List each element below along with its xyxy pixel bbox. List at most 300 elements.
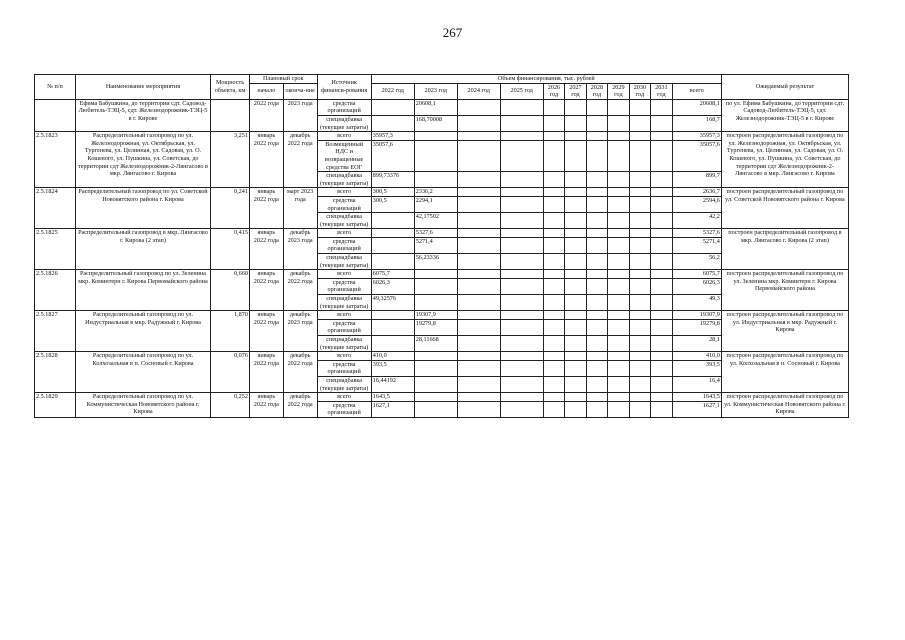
value-empty xyxy=(629,140,650,171)
value-2023 xyxy=(414,393,457,402)
value-empty xyxy=(651,132,672,141)
row-result: построен распределительный газопровод по ул. Индустриальная в мкр. Радужный г. Кирова xyxy=(721,311,848,352)
row-source: всего xyxy=(317,352,371,361)
value-2023: 20608,1 xyxy=(414,99,457,115)
value-empty xyxy=(500,254,543,270)
row-num: 2.5.1827 xyxy=(35,311,76,352)
row-source: всего xyxy=(317,229,371,238)
value-2023: 28,11668 xyxy=(414,336,457,352)
value-2023: 5271,4 xyxy=(414,237,457,253)
row-capacity: 0,660 xyxy=(211,270,250,311)
row-result: построен распределительный газопровод по ул. Колхозальная в п. Сосновый г. Кирова xyxy=(721,352,848,393)
value-empty xyxy=(608,401,629,417)
value-empty xyxy=(651,270,672,279)
row-end: декабрь 2022 года xyxy=(283,393,317,418)
value-empty xyxy=(565,99,586,115)
row-start: январь 2022 года xyxy=(249,311,283,352)
row-name: Распределительный газопровод в мкр. Лянгасово г. Кирова (2 этап) xyxy=(75,229,210,270)
header-year: 2026 год xyxy=(543,83,564,99)
value-empty xyxy=(586,172,607,188)
table-row xyxy=(35,311,849,320)
row-result: по ул. Ефима Бабушкина, до территории сдт. Садовод-Любитель-ТЭЦ-5, сдт. Железнодорожник-ТЭЦ-5 в г. Кирове xyxy=(721,99,848,131)
row-end: декабрь 2022 года xyxy=(283,132,317,188)
row-source: средства организаций xyxy=(317,278,371,294)
row-num: 2.5.1825 xyxy=(35,229,76,270)
value-empty xyxy=(608,196,629,212)
row-end: март 2023 года xyxy=(283,188,317,229)
row-result: построен распределительный газопровод по ул. Зеленина мкр. Коминтерн г. Кирова Первомайского района xyxy=(721,270,848,311)
value-empty xyxy=(565,188,586,197)
value-empty xyxy=(586,319,607,335)
value-empty xyxy=(543,196,564,212)
row-end: декабрь 2022 года xyxy=(283,270,317,311)
value-empty xyxy=(457,237,500,253)
value-empty xyxy=(651,140,672,171)
row-num: 2.5.1824 xyxy=(35,188,76,229)
value-2022: 16,44192 xyxy=(371,376,414,392)
value-empty xyxy=(651,336,672,352)
row-start: январь 2022 года xyxy=(249,270,283,311)
value-empty xyxy=(457,360,500,376)
value-total: 168,7 xyxy=(672,115,721,131)
value-empty xyxy=(543,295,564,311)
value-empty xyxy=(565,295,586,311)
value-empty xyxy=(457,115,500,131)
row-source: спецнадбавка (текущие затраты) xyxy=(317,295,371,311)
value-2022 xyxy=(371,336,414,352)
value-empty xyxy=(629,254,650,270)
value-empty xyxy=(651,213,672,229)
row-name: Распределительный газопровод по ул. Коммунистическая Нововятского района г. Кирова xyxy=(75,393,210,418)
header-year: 2030 год xyxy=(629,83,650,99)
value-empty xyxy=(586,278,607,294)
header-year: 2027 год xyxy=(565,83,586,99)
value-2022: 300,5 xyxy=(371,188,414,197)
value-empty xyxy=(586,115,607,131)
table-row xyxy=(35,393,849,402)
value-total: 1627,1 xyxy=(672,401,721,417)
row-name: Распределительный газопровод по ул. Зеленина мкр. Коминтерн г. Кирова Первомайского района xyxy=(75,270,210,311)
value-2023 xyxy=(414,352,457,361)
value-empty xyxy=(629,319,650,335)
value-empty xyxy=(651,311,672,320)
header-start: начало xyxy=(249,83,283,99)
value-empty xyxy=(457,196,500,212)
value-total: 5271,4 xyxy=(672,237,721,253)
value-empty xyxy=(543,360,564,376)
value-empty xyxy=(565,140,586,171)
row-start: январь 2022 года xyxy=(249,188,283,229)
value-2022: 35957,3 xyxy=(371,132,414,141)
value-2022: 49,32576 xyxy=(371,295,414,311)
value-empty xyxy=(457,229,500,238)
value-empty xyxy=(586,352,607,361)
value-empty xyxy=(457,254,500,270)
value-empty xyxy=(457,319,500,335)
value-empty xyxy=(608,140,629,171)
value-empty xyxy=(629,270,650,279)
value-empty xyxy=(500,188,543,197)
header-capacity: Мощность объекта, км xyxy=(211,75,250,100)
row-source: средства организаций xyxy=(317,196,371,212)
value-empty xyxy=(500,140,543,171)
header-year: 2024 год xyxy=(457,83,500,99)
value-empty xyxy=(500,132,543,141)
value-empty xyxy=(543,376,564,392)
value-empty xyxy=(543,319,564,335)
row-capacity: 1,870 xyxy=(211,311,250,352)
value-empty xyxy=(457,352,500,361)
value-empty xyxy=(543,401,564,417)
value-2022: 410,0 xyxy=(371,352,414,361)
value-empty xyxy=(457,270,500,279)
row-name: Распределительный газопровод по ул. Индустриальная в мкр. Радужный г. Кирова xyxy=(75,311,210,352)
value-2022 xyxy=(371,319,414,335)
table-row xyxy=(35,352,849,361)
value-total: 35057,6 xyxy=(672,140,721,171)
value-empty xyxy=(586,311,607,320)
table-row xyxy=(35,270,849,279)
value-empty xyxy=(651,115,672,131)
value-empty xyxy=(500,393,543,402)
value-empty xyxy=(629,196,650,212)
value-empty xyxy=(629,352,650,361)
value-2023: 2336,2 xyxy=(414,188,457,197)
value-empty xyxy=(651,229,672,238)
value-empty xyxy=(543,229,564,238)
value-empty xyxy=(608,254,629,270)
value-total: 49,3 xyxy=(672,295,721,311)
value-empty xyxy=(565,352,586,361)
value-empty xyxy=(565,172,586,188)
value-2022: 6075,7 xyxy=(371,270,414,279)
value-total: 28,1 xyxy=(672,336,721,352)
table-row xyxy=(35,132,849,141)
value-2022 xyxy=(371,115,414,131)
value-empty xyxy=(608,360,629,376)
row-source: всего xyxy=(317,311,371,320)
value-empty xyxy=(629,376,650,392)
value-empty xyxy=(500,360,543,376)
value-total: 5327,6 xyxy=(672,229,721,238)
row-source: всего xyxy=(317,132,371,141)
page-number: 267 xyxy=(442,25,463,40)
value-empty xyxy=(629,278,650,294)
header-period: Плановый срок xyxy=(249,75,317,84)
value-empty xyxy=(586,401,607,417)
table-row xyxy=(35,188,849,197)
row-end: декабрь 2023 года xyxy=(283,229,317,270)
value-empty xyxy=(608,352,629,361)
value-2022: 1627,1 xyxy=(371,401,414,417)
value-empty xyxy=(608,295,629,311)
value-empty xyxy=(565,376,586,392)
value-empty xyxy=(608,278,629,294)
value-empty xyxy=(629,188,650,197)
value-empty xyxy=(500,336,543,352)
value-2023: 5327,6 xyxy=(414,229,457,238)
value-empty xyxy=(565,278,586,294)
value-empty xyxy=(500,172,543,188)
header-year: всего xyxy=(672,83,721,99)
value-empty xyxy=(565,213,586,229)
value-2023: 19279,8 xyxy=(414,319,457,335)
value-empty xyxy=(543,99,564,115)
row-start: январь 2022 года xyxy=(249,352,283,393)
value-empty xyxy=(543,140,564,171)
value-empty xyxy=(500,270,543,279)
header-year: 2029 год xyxy=(608,83,629,99)
row-name: Распределительный газопровод по ул. Колхозальная в п. Сосновый г. Кирова xyxy=(75,352,210,393)
value-2023: 19307,9 xyxy=(414,311,457,320)
value-total: 410,0 xyxy=(672,352,721,361)
value-empty xyxy=(543,188,564,197)
financing-table xyxy=(34,74,849,418)
row-source: всего xyxy=(317,393,371,402)
header-year: 2022 год xyxy=(371,83,414,99)
value-empty xyxy=(543,352,564,361)
value-total: 20608,1 xyxy=(672,99,721,115)
value-2023: 56,23336 xyxy=(414,254,457,270)
value-empty xyxy=(457,172,500,188)
value-empty xyxy=(565,196,586,212)
value-empty xyxy=(565,132,586,141)
value-empty xyxy=(651,188,672,197)
value-empty xyxy=(651,278,672,294)
value-empty xyxy=(457,140,500,171)
value-empty xyxy=(500,376,543,392)
value-2023 xyxy=(414,132,457,141)
value-empty xyxy=(586,360,607,376)
row-end: декабрь 2022 года xyxy=(283,352,317,393)
value-empty xyxy=(586,336,607,352)
value-empty xyxy=(651,376,672,392)
value-empty xyxy=(500,237,543,253)
value-empty xyxy=(629,99,650,115)
value-empty xyxy=(565,237,586,253)
value-empty xyxy=(565,311,586,320)
value-empty xyxy=(500,311,543,320)
value-empty xyxy=(586,393,607,402)
value-empty xyxy=(629,360,650,376)
value-2022: 899,73376 xyxy=(371,172,414,188)
row-num: 2.5.1828 xyxy=(35,352,76,393)
value-empty xyxy=(457,132,500,141)
value-2022 xyxy=(371,213,414,229)
header-volume: Объем финансирования, тыс. рублей xyxy=(371,75,721,84)
row-result: построен распределительный газопровод по ул. Коммунистическая Нововятского района г. Кирова xyxy=(721,393,848,418)
row-source: средства организаций xyxy=(317,401,371,417)
value-empty xyxy=(608,188,629,197)
row-capacity: 0,252 xyxy=(211,393,250,418)
value-empty xyxy=(586,376,607,392)
value-total: 1643,5 xyxy=(672,393,721,402)
value-empty xyxy=(651,360,672,376)
value-empty xyxy=(500,99,543,115)
value-empty xyxy=(586,132,607,141)
value-2022: 300,5 xyxy=(371,196,414,212)
value-total: 6075,7 xyxy=(672,270,721,279)
value-empty xyxy=(586,254,607,270)
value-empty xyxy=(457,376,500,392)
row-source: всего xyxy=(317,270,371,279)
row-start: 2022 года xyxy=(249,99,283,131)
value-empty xyxy=(543,132,564,141)
value-empty xyxy=(500,319,543,335)
value-empty xyxy=(500,352,543,361)
value-empty xyxy=(586,99,607,115)
value-2023 xyxy=(414,270,457,279)
value-empty xyxy=(543,278,564,294)
value-empty xyxy=(586,237,607,253)
row-start: январь 2022 года xyxy=(249,229,283,270)
value-empty xyxy=(608,336,629,352)
value-empty xyxy=(586,270,607,279)
row-num xyxy=(35,99,76,131)
value-2022: 35057,6 xyxy=(371,140,414,171)
value-empty xyxy=(651,172,672,188)
value-empty xyxy=(629,132,650,141)
value-empty xyxy=(608,311,629,320)
row-source: спецнадбавка (текущие затраты) xyxy=(317,336,371,352)
value-empty xyxy=(500,278,543,294)
row-start: январь 2022 года xyxy=(249,393,283,418)
value-empty xyxy=(586,188,607,197)
value-2023: 42,17502 xyxy=(414,213,457,229)
value-empty xyxy=(565,360,586,376)
value-empty xyxy=(457,295,500,311)
row-source: средства организаций xyxy=(317,319,371,335)
value-empty xyxy=(543,270,564,279)
row-source: спецнадбавка (текущие затраты) xyxy=(317,172,371,188)
value-2023 xyxy=(414,401,457,417)
value-empty xyxy=(457,99,500,115)
row-result: построен распределительный газопровод по ул. Советской Нововятского района г. Кирова xyxy=(721,188,848,229)
value-total: 19279,8 xyxy=(672,319,721,335)
table-row xyxy=(35,229,849,238)
header-name: Наименование мероприятия xyxy=(75,75,210,100)
value-empty xyxy=(565,393,586,402)
row-source: спецнадбавка (текущие затраты) xyxy=(317,213,371,229)
row-source: всего xyxy=(317,188,371,197)
value-empty xyxy=(651,393,672,402)
value-2022 xyxy=(371,237,414,253)
value-empty xyxy=(608,237,629,253)
value-empty xyxy=(608,376,629,392)
row-capacity: 0,076 xyxy=(211,352,250,393)
row-source: спецнадбавка (текущие затраты) xyxy=(317,115,371,131)
value-empty xyxy=(651,196,672,212)
value-empty xyxy=(629,115,650,131)
value-empty xyxy=(629,295,650,311)
value-total: 16,4 xyxy=(672,376,721,392)
value-empty xyxy=(608,270,629,279)
row-source: средства организаций xyxy=(317,99,371,115)
value-2023 xyxy=(414,140,457,171)
row-capacity: 0,415 xyxy=(211,229,250,270)
row-source: Возмещенный НДС и возвращенные средства ЕОГ xyxy=(317,140,371,171)
row-end: 2023 года xyxy=(283,99,317,131)
row-source: спецнадбавка (текущие затраты) xyxy=(317,254,371,270)
value-empty xyxy=(500,213,543,229)
value-empty xyxy=(543,237,564,253)
value-empty xyxy=(651,254,672,270)
value-empty xyxy=(608,393,629,402)
row-source: спецнадбавка (текущие затраты) xyxy=(317,376,371,392)
row-num: 2.5.1829 xyxy=(35,393,76,418)
header-result: Ожидаемый результат xyxy=(721,75,848,100)
value-total: 393,5 xyxy=(672,360,721,376)
row-num: 2.5.1826 xyxy=(35,270,76,311)
value-2023 xyxy=(414,360,457,376)
value-total: 6026,3 xyxy=(672,278,721,294)
value-empty xyxy=(500,295,543,311)
value-empty xyxy=(586,229,607,238)
value-empty xyxy=(565,229,586,238)
row-capacity: 0,241 xyxy=(211,188,250,229)
header-year: 2031 год xyxy=(651,83,672,99)
row-source: средства организаций xyxy=(317,360,371,376)
value-empty xyxy=(565,336,586,352)
value-total: 899,7 xyxy=(672,172,721,188)
value-empty xyxy=(457,311,500,320)
value-2022 xyxy=(371,229,414,238)
value-empty xyxy=(586,140,607,171)
value-empty xyxy=(543,254,564,270)
value-2023: 2294,1 xyxy=(414,196,457,212)
value-empty xyxy=(565,319,586,335)
value-2023 xyxy=(414,376,457,392)
value-empty xyxy=(565,401,586,417)
value-empty xyxy=(565,270,586,279)
value-2022 xyxy=(371,254,414,270)
row-result: построен распределительный газопровод в мкр. Лянгасово г. Кирова (2 этап) xyxy=(721,229,848,270)
value-empty xyxy=(629,393,650,402)
header-source: Источник финанси-рования xyxy=(317,75,371,100)
value-empty xyxy=(543,172,564,188)
value-empty xyxy=(457,401,500,417)
value-empty xyxy=(543,213,564,229)
value-2022 xyxy=(371,99,414,115)
value-2023 xyxy=(414,278,457,294)
value-empty xyxy=(608,319,629,335)
value-empty xyxy=(608,213,629,229)
row-capacity xyxy=(211,99,250,131)
row-result: построен распределительный газопровод по ул. Железнодорожная, ул. Октябрьская, ул. Тургенева, ул. Целинная, ул. Садовая, ул. О. Кошевого, ул. Пушкина, ул. Советская, до территории сдт Железнодорожник-2-Лянгасово в мкр. Лянгасово г. Кирова xyxy=(721,132,848,188)
row-capacity: 3,251 xyxy=(211,132,250,188)
value-empty xyxy=(500,115,543,131)
value-empty xyxy=(608,99,629,115)
value-empty xyxy=(500,196,543,212)
header-year: 2028 год xyxy=(586,83,607,99)
value-empty xyxy=(629,229,650,238)
value-empty xyxy=(629,336,650,352)
value-empty xyxy=(565,115,586,131)
row-name: Ефима Бабушкина, до территории сдт. Садовод-Любитель-ТЭЦ-5, сдт. Железнодорожник-ТЭЦ-5 в г. Кирове xyxy=(75,99,210,131)
value-2022: 393,5 xyxy=(371,360,414,376)
value-empty xyxy=(651,401,672,417)
header-num: № п/п xyxy=(35,75,76,100)
value-empty xyxy=(457,278,500,294)
row-name: Распределительный газопровод по ул. Советской Нововятского района г. Кирова xyxy=(75,188,210,229)
header-year: 2023 год xyxy=(414,83,457,99)
value-empty xyxy=(457,188,500,197)
value-2022 xyxy=(371,311,414,320)
row-num: 2.5.1823 xyxy=(35,132,76,188)
value-empty xyxy=(651,295,672,311)
value-empty xyxy=(543,311,564,320)
value-empty xyxy=(629,311,650,320)
